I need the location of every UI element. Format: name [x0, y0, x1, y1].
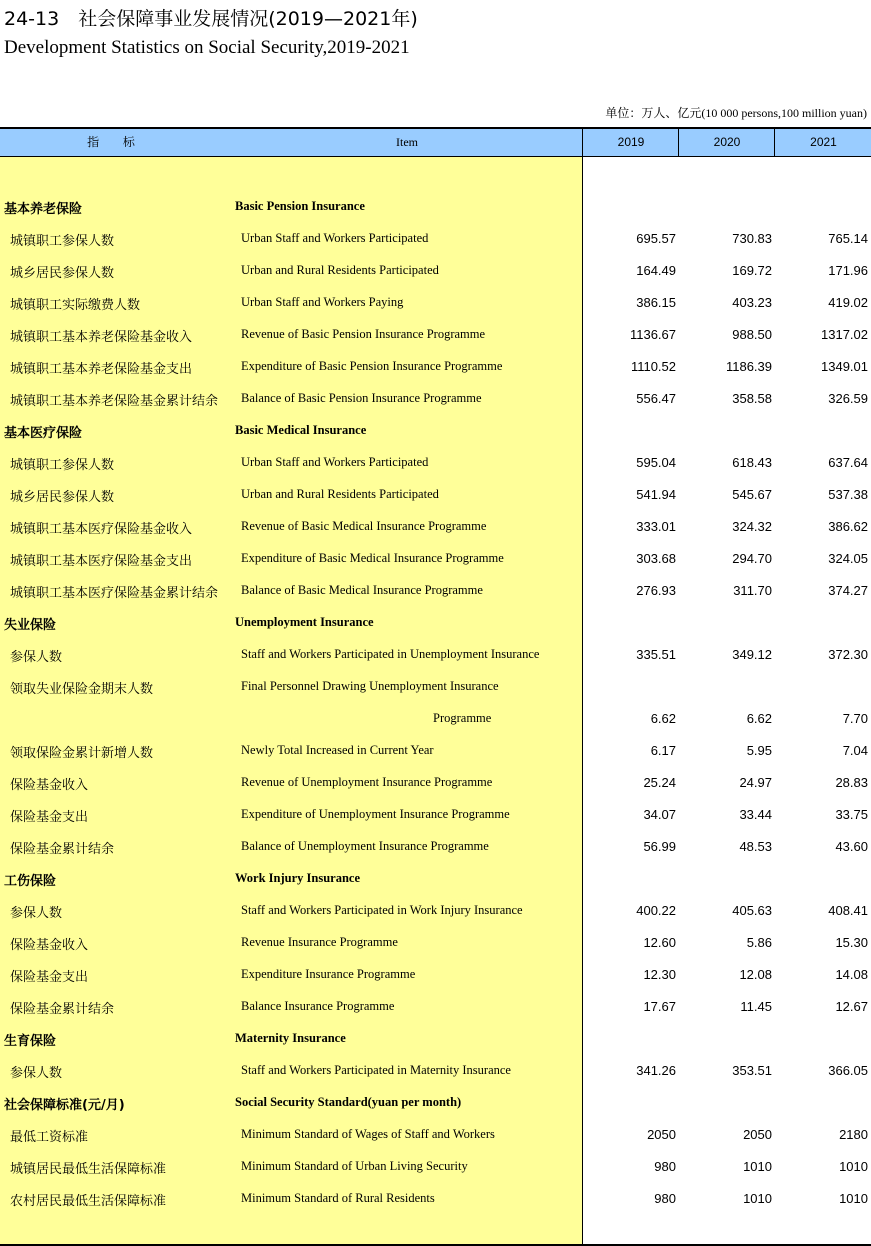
row-label-zh: 保险基金支出: [10, 810, 89, 825]
table-row: [0, 734, 871, 766]
section-row: [0, 414, 871, 446]
value-2021: 12.67: [835, 999, 868, 1014]
value-2019: 695.57: [636, 231, 676, 246]
value-2019: 400.22: [636, 903, 676, 918]
table-row: [0, 446, 871, 478]
table-row: [0, 222, 871, 254]
table-row: [0, 478, 871, 510]
unit-en: (10 000 persons,100 million yuan): [701, 106, 867, 120]
row-label-zh: 城镇职工基本医疗保险基金收入: [10, 522, 193, 537]
table-row: [0, 382, 871, 414]
row-label-zh: 工伤保险: [4, 874, 57, 889]
table-row: [0, 510, 871, 542]
unit-zh: 单位：万人、亿元: [605, 106, 702, 120]
row-label-zh: 城镇职工基本医疗保险基金支出: [10, 554, 193, 569]
value-2020: 33.44: [739, 807, 772, 822]
row-label-en: Basic Medical Insurance: [235, 423, 367, 437]
row-label-en: Minimum Standard of Rural Residents: [241, 1191, 435, 1205]
row-label-en: Revenue of Basic Pension Insurance Programme: [241, 327, 486, 341]
value-2021: 408.41: [828, 903, 868, 918]
value-2021: 14.08: [835, 967, 868, 982]
value-2020: 349.12: [732, 647, 772, 662]
value-2019: 17.67: [643, 999, 676, 1014]
value-2020: 294.70: [732, 551, 772, 566]
row-label-en: Balance of Basic Pension Insurance Programme: [241, 391, 482, 405]
value-2021: 1010: [839, 1159, 868, 1174]
row-label-en: Urban Staff and Workers Paying: [241, 295, 404, 309]
value-2019: 980: [654, 1191, 676, 1206]
value-2019: 6.62: [650, 711, 676, 726]
row-label-zh: 城乡居民参保人数: [10, 266, 115, 281]
table-row: [0, 926, 871, 958]
row-label-zh: 保险基金收入: [10, 778, 89, 793]
value-2021: 374.27: [828, 583, 868, 598]
value-2019: 1110.52: [630, 359, 676, 374]
table-row: [0, 958, 871, 990]
row-label-en: Revenue Insurance Programme: [241, 935, 398, 949]
row-label-zh: 保险基金累计结余: [10, 842, 115, 857]
header-year-2019: 2019: [582, 129, 679, 156]
row-label-zh: 参保人数: [10, 650, 63, 665]
row-label-zh: 领取保险金累计新增人数: [10, 746, 154, 761]
row-label-en: Basic Pension Insurance: [235, 199, 365, 213]
value-2021: 326.59: [828, 391, 868, 406]
value-2019: 276.93: [636, 583, 676, 598]
table-header: [0, 129, 871, 157]
value-2021: 419.02: [828, 295, 868, 310]
value-2020: 24.97: [739, 775, 772, 790]
row-label-en: Balance Insurance Programme: [241, 999, 395, 1013]
value-2020: 5.95: [746, 743, 772, 758]
row-label-en: Balance of Unemployment Insurance Programme: [241, 839, 489, 853]
row-label-en: Maternity Insurance: [235, 1031, 346, 1045]
value-2019: 2050: [647, 1127, 676, 1142]
value-2021: 1010: [839, 1191, 868, 1206]
table-row: [0, 1054, 871, 1086]
page-title-en: Development Statistics on Social Security,2019-2021: [4, 37, 410, 58]
value-2021: 43.60: [835, 839, 868, 854]
section-row: [0, 606, 871, 638]
value-2019: 164.49: [636, 263, 676, 278]
table-row: [0, 254, 871, 286]
row-label-zh: 城镇职工参保人数: [10, 458, 115, 473]
value-2020: 12.08: [739, 967, 772, 982]
value-2021: 372.30: [828, 647, 868, 662]
value-2020: 1010: [743, 1191, 772, 1206]
row-label-zh: 基本养老保险: [4, 202, 83, 217]
row-label-zh: 城镇职工基本医疗保险基金累计结余: [10, 586, 219, 601]
value-2019: 556.47: [636, 391, 676, 406]
row-label-zh: 城镇职工基本养老保险基金收入: [10, 330, 193, 345]
value-2020: 324.32: [732, 519, 772, 534]
value-2021: 171.96: [828, 263, 868, 278]
row-label-en: Urban Staff and Workers Participated: [241, 231, 429, 245]
table-row: [0, 1118, 871, 1150]
table-row: [0, 574, 871, 606]
value-2019: 333.01: [636, 519, 676, 534]
value-2019: 303.68: [636, 551, 676, 566]
value-2021: 7.04: [842, 743, 868, 758]
value-2021: 324.05: [828, 551, 868, 566]
table-row: [0, 1182, 871, 1214]
value-2020: 358.58: [732, 391, 772, 406]
table-row: [0, 702, 871, 734]
row-label-zh: 领取失业保险金期末人数: [10, 682, 154, 697]
value-2020: 545.67: [732, 487, 772, 502]
value-2021: 1317.02: [821, 327, 868, 342]
value-2020: 618.43: [732, 455, 772, 470]
row-label-zh: 城镇职工基本养老保险基金累计结余: [10, 394, 219, 409]
value-2020: 5.86: [746, 935, 772, 950]
header-item-zh: 指 标: [87, 135, 145, 149]
row-label-en: Social Security Standard(yuan per month): [235, 1095, 462, 1109]
row-label-en: Urban Staff and Workers Participated: [241, 455, 429, 469]
table-row: [0, 318, 871, 350]
value-2019: 12.60: [643, 935, 676, 950]
section-row: [0, 1022, 871, 1054]
value-2021: 2180: [839, 1127, 868, 1142]
row-label-zh: 城镇职工基本养老保险基金支出: [10, 362, 193, 377]
value-2020: 353.51: [732, 1063, 772, 1078]
row-label-en: Expenditure of Unemployment Insurance Programme: [241, 807, 510, 821]
table-row: [0, 670, 871, 702]
row-label-en: Unemployment Insurance: [235, 615, 374, 629]
value-2020: 169.72: [732, 263, 772, 278]
section-row: [0, 862, 871, 894]
row-label-en: Newly Total Increased in Current Year: [241, 743, 434, 757]
row-label-en: Urban and Rural Residents Participated: [241, 263, 439, 277]
row-label-zh: 城镇职工参保人数: [10, 234, 115, 249]
value-2019: 6.17: [650, 743, 676, 758]
value-2021: 15.30: [835, 935, 868, 950]
value-2021: 1349.01: [821, 359, 868, 374]
row-label-en: Staff and Workers Participated in Maternity Insurance: [241, 1063, 511, 1077]
value-2020: 1186.39: [725, 359, 772, 374]
table-body: [0, 190, 871, 1214]
table-row: [0, 830, 871, 862]
value-2020: 2050: [743, 1127, 772, 1142]
value-2019: 56.99: [643, 839, 676, 854]
row-label-zh: 最低工资标准: [10, 1130, 89, 1145]
row-label-en: Minimum Standard of Wages of Staff and Workers: [241, 1127, 495, 1141]
value-2019: 1136.67: [629, 327, 676, 342]
header-item-en: Item: [396, 135, 418, 149]
row-label-zh: 生育保险: [4, 1034, 57, 1049]
row-label-zh: 社会保障标准(元/月): [4, 1098, 125, 1113]
row-label-en: Staff and Workers Participated in Unemployment Insurance: [241, 647, 540, 661]
row-label-zh: 城乡居民参保人数: [10, 490, 115, 505]
row-label-zh: 参保人数: [10, 1066, 63, 1081]
row-label-zh: 城镇职工实际缴费人数: [10, 298, 141, 313]
value-2019: 12.30: [643, 967, 676, 982]
value-2019: 341.26: [636, 1063, 676, 1078]
row-label-zh: 保险基金收入: [10, 938, 89, 953]
row-label-en: Staff and Workers Participated in Work Injury Insurance: [241, 903, 523, 917]
row-label-en: Final Personnel Drawing Unemployment Insurance: [241, 679, 499, 693]
row-label-en: Expenditure of Basic Medical Insurance Programme: [241, 551, 504, 565]
table-row: [0, 798, 871, 830]
value-2019: 34.07: [643, 807, 676, 822]
value-2019: 335.51: [636, 647, 676, 662]
value-2019: 25.24: [643, 775, 676, 790]
value-2019: 541.94: [636, 487, 676, 502]
table-row: [0, 990, 871, 1022]
value-2021: 7.70: [842, 711, 868, 726]
value-2021: 637.64: [828, 455, 868, 470]
value-2020: 311.70: [733, 583, 772, 598]
unit-note: [605, 104, 867, 121]
value-2019: 595.04: [636, 455, 676, 470]
row-label-zh: 保险基金支出: [10, 970, 89, 985]
table-row: [0, 638, 871, 670]
row-label-zh: 参保人数: [10, 906, 63, 921]
section-row: [0, 1086, 871, 1118]
value-2019: 386.15: [636, 295, 676, 310]
row-label-en: Expenditure of Basic Pension Insurance Programme: [241, 359, 503, 373]
table-row: [0, 286, 871, 318]
row-label-en: Minimum Standard of Urban Living Security: [241, 1159, 468, 1173]
row-label-zh: 失业保险: [4, 618, 57, 633]
value-2020: 403.23: [732, 295, 772, 310]
value-2021: 33.75: [835, 807, 868, 822]
value-2020: 1010: [743, 1159, 772, 1174]
row-label-en: Expenditure Insurance Programme: [241, 967, 416, 981]
value-2019: 980: [654, 1159, 676, 1174]
row-label-en: Urban and Rural Residents Participated: [241, 487, 439, 501]
row-label-en: Revenue of Unemployment Insurance Programme: [241, 775, 493, 789]
row-label-en: Programme: [433, 711, 492, 725]
section-row: [0, 190, 871, 222]
value-2020: 48.53: [739, 839, 772, 854]
table-row: [0, 542, 871, 574]
page-title-zh: 24-13 社会保障事业发展情况(2019—2021年): [4, 8, 418, 30]
value-2021: 386.62: [828, 519, 868, 534]
value-2020: 6.62: [746, 711, 772, 726]
row-label-zh: 保险基金累计结余: [10, 1002, 115, 1017]
row-label-zh: 基本医疗保险: [4, 426, 83, 441]
table-row: [0, 766, 871, 798]
row-label-zh: 城镇居民最低生活保障标准: [10, 1162, 167, 1177]
table-row: [0, 1150, 871, 1182]
header-year-2021: 2021: [774, 129, 871, 156]
row-label-en: Work Injury Insurance: [235, 871, 361, 885]
value-2021: 765.14: [828, 231, 868, 246]
value-2021: 537.38: [828, 487, 868, 502]
row-label-zh: 农村居民最低生活保障标准: [10, 1194, 167, 1209]
row-label-en: Balance of Basic Medical Insurance Programme: [241, 583, 483, 597]
row-label-en: Revenue of Basic Medical Insurance Programme: [241, 519, 487, 533]
value-2020: 730.83: [732, 231, 772, 246]
value-2021: 28.83: [835, 775, 868, 790]
header-year-2020: 2020: [678, 129, 775, 156]
value-2020: 405.63: [732, 903, 772, 918]
value-2021: 366.05: [828, 1063, 868, 1078]
table-row: [0, 350, 871, 382]
table-row: [0, 894, 871, 926]
value-2020: 11.45: [740, 999, 772, 1014]
value-2020: 988.50: [732, 327, 772, 342]
